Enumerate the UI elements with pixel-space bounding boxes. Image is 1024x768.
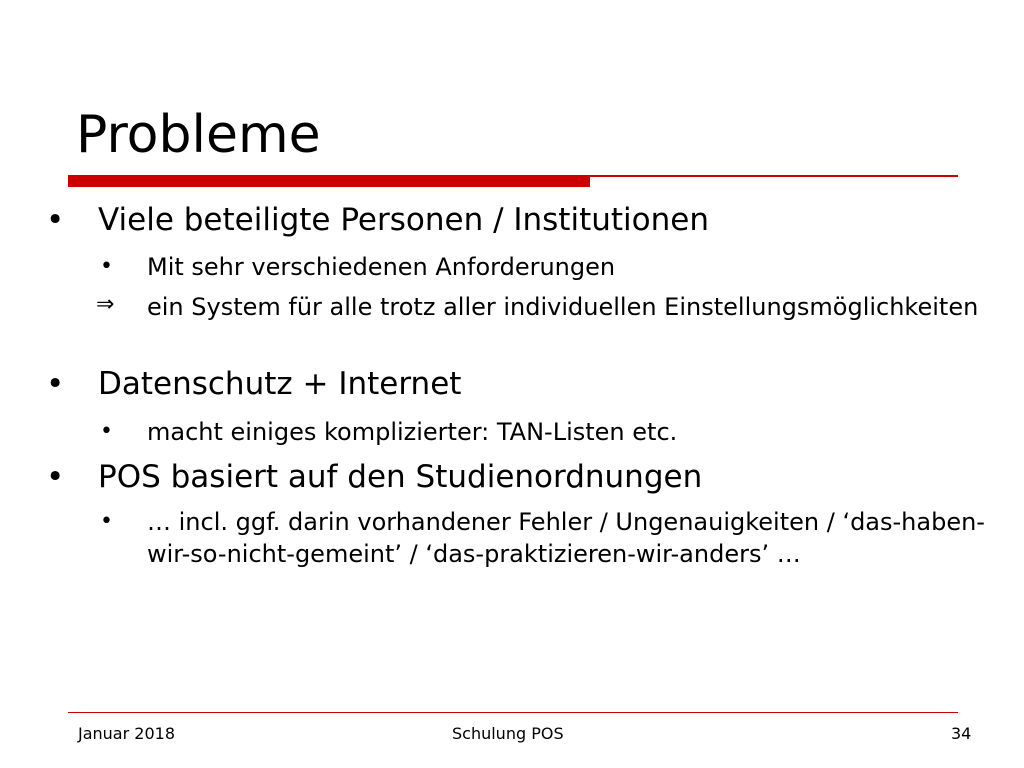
sub-bullet-text: Mit sehr verschiedenen Anforderungen: [147, 253, 616, 281]
bullet-marker: •: [46, 459, 65, 495]
footer-date: Januar 2018: [78, 724, 175, 743]
sub-bullet-text: ein System für alle trotz aller individuellen Einstellungsmöglichkeiten: [147, 293, 979, 321]
slide-title: Probleme: [76, 105, 321, 165]
footer-title: Schulung POS: [452, 724, 564, 743]
implies-arrow-icon: ⇒: [96, 292, 115, 317]
bullet-marker: •: [46, 202, 65, 238]
bullet-marker: •: [46, 366, 65, 402]
sub-bullet-text: … incl. ggf. darin vorhandener Fehler / Ungenauigkeiten / ‘das-haben-wir-so-nicht-gemeint’ / ‘das-praktizieren-wir-anders’ …: [147, 508, 985, 568]
sub-bullet-marker: •: [100, 254, 113, 279]
bullet-text: POS basiert auf den Studienordnungen: [98, 459, 703, 495]
footer-divider: [68, 712, 958, 713]
bullet-text: Datenschutz + Internet: [98, 366, 462, 402]
page-number: 34: [951, 724, 972, 743]
sub-bullet-text: macht einiges komplizierter: TAN-Listen etc.: [147, 418, 678, 446]
bullet-text: Viele beteiligte Personen / Institutionen: [98, 202, 709, 238]
sub-bullet-marker: •: [100, 509, 113, 534]
sub-bullet-marker: •: [100, 419, 113, 444]
